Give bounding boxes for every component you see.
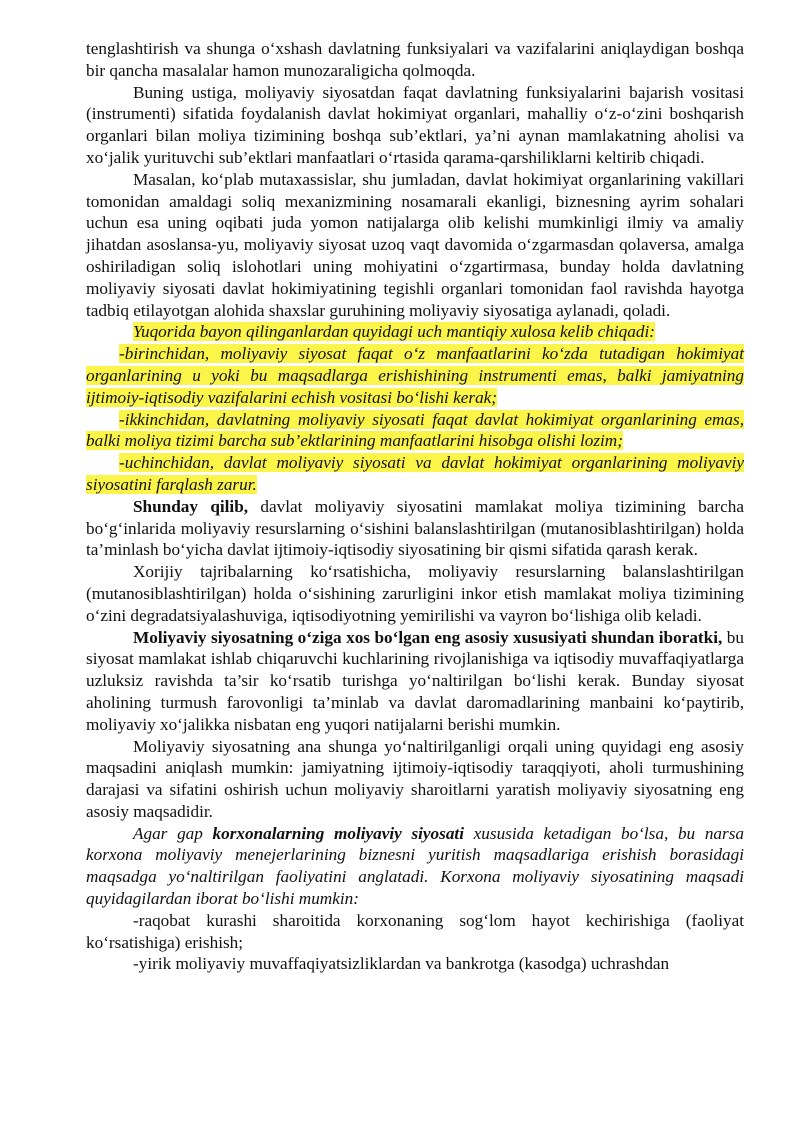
conclusion-second [86, 409, 744, 453]
paragraph-text: bu siyosat mamlakat ishlab chiqaruvchi kuchlarining rivojlanishiga va iqtisodiy muvaffaqiyatlarga uzluksiz ravishda ta’sir ko‘rsatib turishga yo‘naltirilgan bo‘lishi kerak. Bunday siyosat aholining turmush farovonligi ta’minlab va davlat daromadlarining manbaini ko‘paytirib, moliyaviy xo‘jalikka nisbatan eng yuqori natijalarni berishi mumkin. [86, 627, 744, 734]
paragraph-2: Buning ustiga, moliyaviy siyosatdan faqat davlatning funksiyalarini bajarish vositasi (instrumenti) sifatida foydalanish davlat hokimiyat organlari, mahalliy o‘z-o‘zini boshqarish organlari bilan moliya tizimining boshqa sub’ektlari, ya’ni aynan mamlakatning aholisi va xo‘jalik yurituvchi sub’ektlari manfaatlari o‘rtasida qarama-qarshiliklarni keltirib chiqadi. [86, 82, 744, 167]
highlight: -ikkinchidan, davlatning moliyaviy siyosati faqat davlat hokimiyat organlarining emas, balki moliya tizimi barcha sub’ektlarining manfaatlarini hisobga olishi lozim; [86, 409, 744, 451]
highlight: -uchinchidan, davlat moliyaviy siyosati va davlat hokimiyat organlarining moliyaviy siyosatini farqlash zarur. [86, 453, 744, 494]
bold-lead: Shunday qilib, [133, 496, 249, 516]
list-item-2: -yirik moliyaviy muvaffaqiyatsizliklardan va bankrotga (kasodga) uchrashdan [133, 954, 670, 974]
paragraph-3: Masalan, ko‘plab mutaxassislar, shu jumladan, davlat hokimiyat organlarining vakillari tomonidan amaldagi soliq mexanizmining nosamarali ekanligi, biznesning ayrim sohalari uchun esa uning oqibati juda yomon natijalarga olib kelishi mumkinligi ilmiy va amaliy jihatdan asoslansa-yu, moliyaviy siyosat uzoq vaqt davomida o‘zgarmasdan qolaversa, amalga oshiriladigan soliq islohotlari uning mohiyatini o‘zgartirmasa, bunday holda davlatning moliyaviy siyosati davlat hokimiyatining tegishli organlari tomonidan faol ravishda hayotga tadbiq etilayotgan alohida shaxslar guruhining moliyaviy siyosatiga aylanadi, qoladi. [86, 169, 744, 320]
paragraph-text: davlat moliyaviy siyosatini mamlakat moliya tizimining barcha bo‘g‘inlarida moliyaviy resurslarning o‘sishini balanslashtirilgan (mutanosiblashtirilgan) holda ta’minlash bo‘yicha davlat ijtimoiy-iqtisodiy siyosatining bir qismi sifatida qarash kerak. [86, 496, 744, 560]
conclusion-first [86, 343, 744, 408]
highlight: Yuqorida bayon qilinganlardan quyidagi uch mantiqiy xulosa kelib chiqadi: [133, 322, 655, 342]
paragraph-text: Agar gap [133, 823, 213, 843]
paragraph-text: xususida ketadigan bo‘lsa, bu narsa korxona moliyaviy menejerlarining biznesni yuritish maqsadlariga erishish borasidagi maqsadga yo‘naltirilgan faoliyatini anglatadi. Korxona moliyaviy siyosatining maqsadi quyidagilardan iborat bo‘lishi mumkin: [86, 823, 744, 909]
conclusion-intro [86, 321, 744, 343]
highlight: -birinchidan, moliyaviy siyosat faqat o‘z manfaatlarini ko‘zda tutadigan hokimiyat organlarining u yoki bu maqsadlarga erishishining instrumenti emas, balki jamiyatning ijtimoiy-iqtisodiy vazifalarini echish vositasi bo‘lishi kerak; [86, 344, 744, 407]
conclusion-third [86, 452, 744, 496]
paragraph-4 [86, 496, 744, 561]
paragraph-7: Moliyaviy siyosatning ana shunga yo‘naltirilganligi orqali uning quyidagi eng asosiy maqsadini aniqlash mumkin: jamiyatning ijtimoiy-iqtisodiy taraqqiyoti, aholi turmushining darajasi va sifatini oshirish uchun moliyaviy sharoitlarni yaratish moliyaviy siyosatning eng asosiy maqsadidir. [86, 736, 744, 821]
paragraph-6 [86, 627, 744, 736]
paragraph-1: tenglashtirish va shunga o‘xshash davlatning funksiyalari va vazifalarini aniqlaydigan boshqa bir qancha masalalar hamon munozaraligicha qolmoqda. [86, 39, 744, 80]
list-item-1: -raqobat kurashi sharoitida korxonaning sog‘lom hayot kechirishiga (faoliyat ko‘rsatishiga) erishish; [86, 910, 744, 952]
paragraph-5: Xorijiy tajribalarning ko‘rsatishicha, moliyaviy resurslarning balanslashtirilgan (mutanosiblashtirilgan) holda o‘sishining zarurligini inkor etish mamlakat moliya tizimining o‘zini degradatsiyalashuviga, iqtisodiyotning yemirilishi va vayron bo‘lishiga olib keladi. [86, 562, 744, 625]
bold-term: korxonalarning moliyaviy siyosati [212, 823, 464, 843]
bold-lead: Moliyaviy siyosatning o‘ziga xos bo‘lgan eng asosiy xususiyati shundan iboratki, [133, 627, 723, 647]
paragraph-8 [86, 823, 744, 910]
